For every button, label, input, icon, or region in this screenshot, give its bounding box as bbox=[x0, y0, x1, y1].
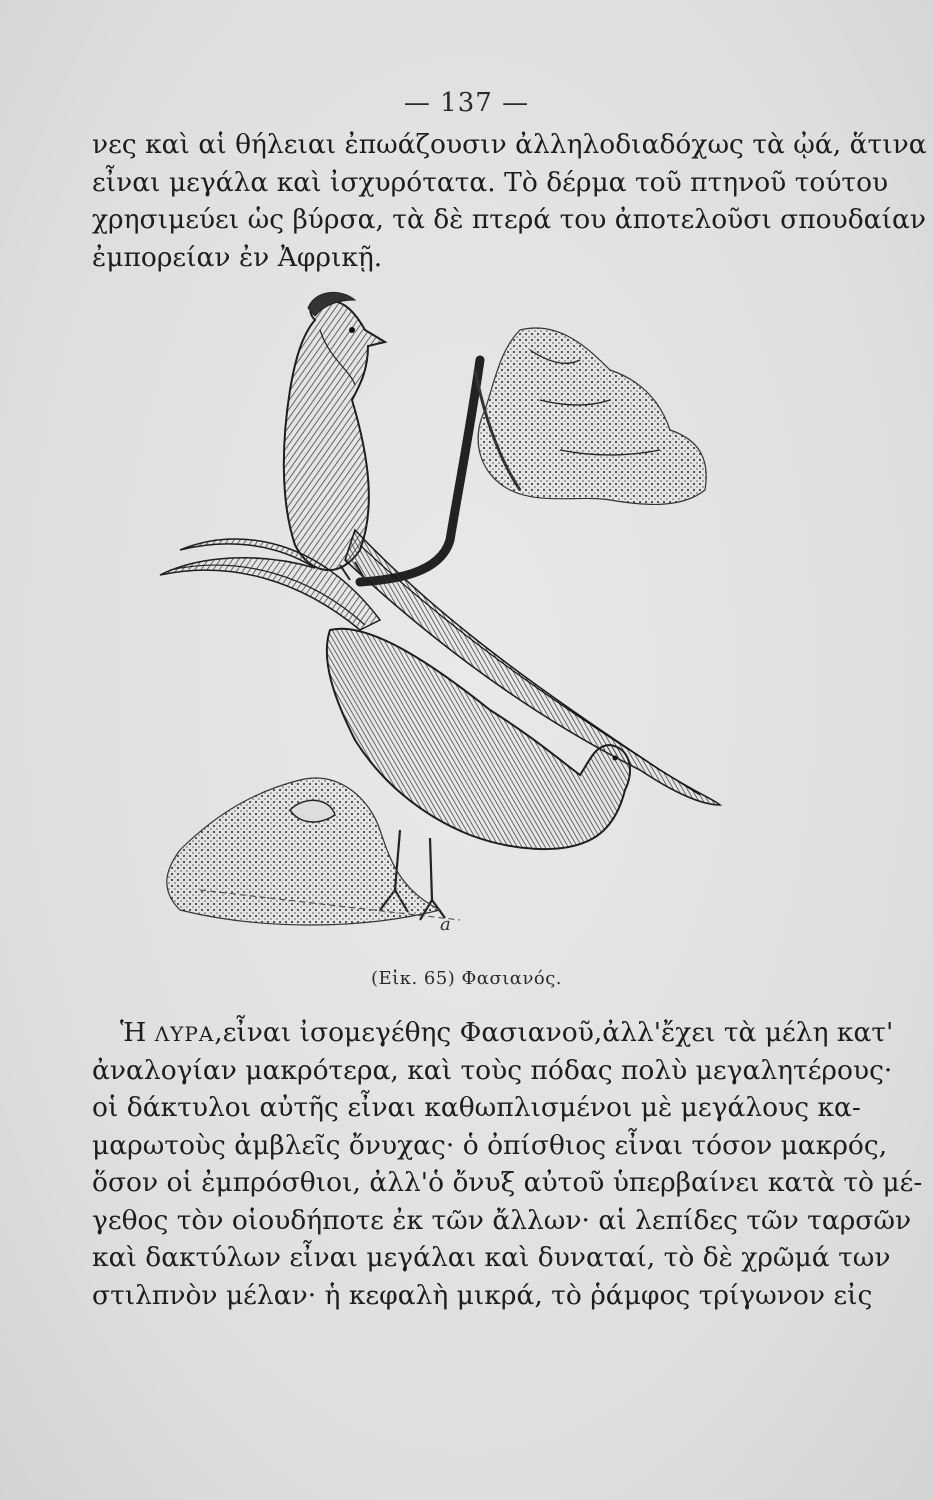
text-line: ἀναλογίαν μακρότερα, καὶ τοὺς πόδας πολὺ μεγαλητέρους· bbox=[92, 1054, 893, 1086]
text-line: χρησιμεύει ὡς βύρσα, τὰ δὲ πτερά του ἀποτελοῦσι σπουδαίαν bbox=[92, 204, 926, 235]
text-line: εἶναι μεγάλα καὶ ἰσχυρότατα. Τὸ δέρμα τοῦ πτηνοῦ τούτου bbox=[92, 166, 889, 198]
text-line: ὅσον οἱ ἐμπρόσθιοι, ἀλλ'ὁ ὄνυξ αὐτοῦ ὑπερβαίνει κατὰ τὸ μέ- bbox=[92, 1167, 923, 1198]
pheasant-illustration bbox=[140, 290, 730, 950]
paragraph-lead: Ἡ bbox=[120, 1017, 155, 1048]
paragraph-first-rest: ,εἶναι ἰσομεγέθης Φασιανοῦ,ἀλλ'ἔχει τὰ μέλη κατ' bbox=[214, 1017, 894, 1048]
bottom-paragraph bbox=[92, 1014, 923, 1314]
text-line: ἐμπορείαν ἐν Ἀφρικῇ. bbox=[92, 241, 383, 273]
figure-letter: a bbox=[440, 914, 451, 935]
text-line: στιλπνὸν μέλαν· ἡ κεφαλὴ μικρά, τὸ ῥάμφος τρίγωνον εἰς bbox=[92, 1279, 873, 1311]
text-line: μαρωτοὺς ἀμβλεῖς ὄνυχας· ὁ ὀπίσθιος εἶναι τόσον μακρός, bbox=[92, 1129, 888, 1161]
branch bbox=[360, 360, 480, 582]
text-line-first bbox=[92, 1014, 894, 1052]
figure-caption: (Εἰκ. 65) Φασιανός. bbox=[370, 968, 563, 989]
top-paragraph bbox=[92, 126, 927, 276]
text-line: γεθος τὸν οἱουδήποτε ἐκ τῶν ἄλλων· αἱ λεπίδες τῶν ταρσῶν bbox=[92, 1204, 912, 1236]
text-line: καὶ δακτύλων εἶναι μεγάλαι καὶ δυναταί, τὸ δὲ χρῶμά των bbox=[92, 1242, 891, 1273]
pheasant-engraving bbox=[140, 290, 730, 950]
text-line: οἱ δάκτυλοι αὐτῆς εἶναι καθωπλισμένοι μὲ μεγάλους κα- bbox=[92, 1092, 861, 1123]
text-line: νες καὶ αἱ θήλειαι ἐπωάζουσιν ἀλληλοδιαδόχως τὰ ᾠά, ἅτινα bbox=[92, 129, 927, 160]
page-number: — 137 — bbox=[403, 88, 530, 118]
term-lyra: ΛΥΡΑ bbox=[154, 1022, 215, 1046]
